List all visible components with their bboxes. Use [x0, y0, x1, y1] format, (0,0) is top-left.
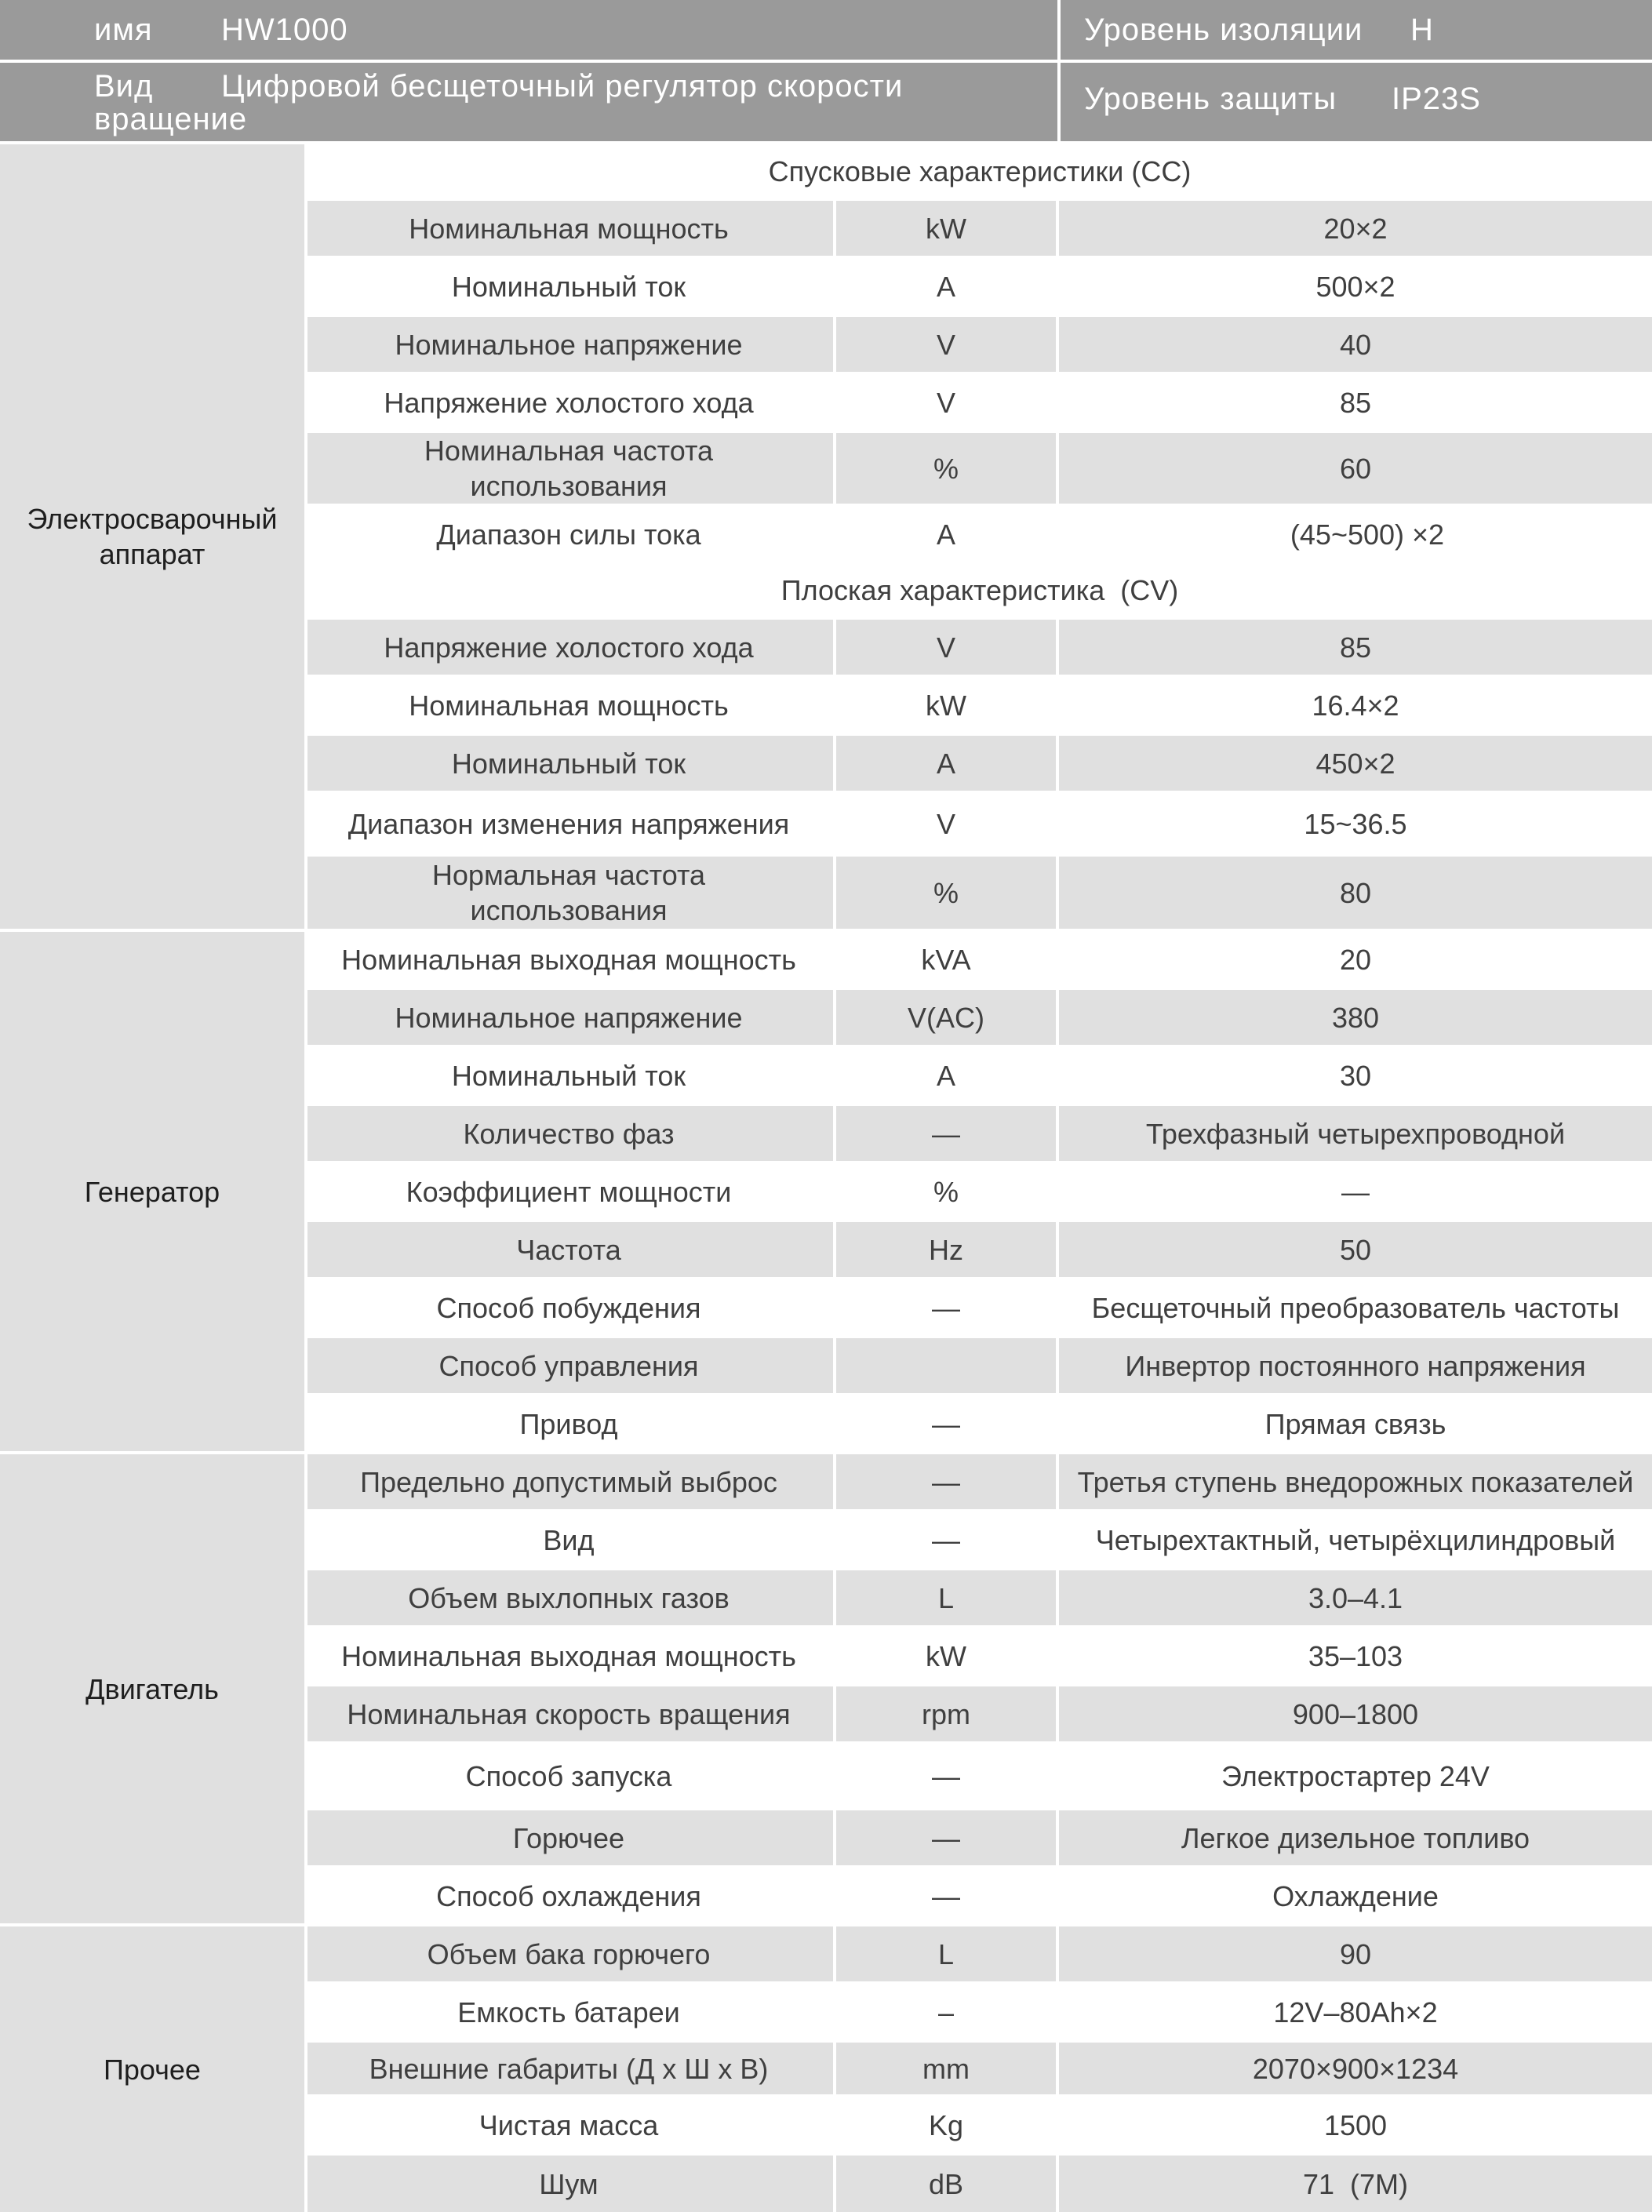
param-cell: Объем бака горючего [427, 1937, 711, 1970]
unit-cell: kW [833, 678, 1056, 733]
value-cell: 450×2 [1056, 736, 1652, 791]
value-cell: 15~36.5 [1056, 794, 1652, 853]
param-cell: Номинальный ток [451, 747, 686, 780]
unit-cell: V [833, 375, 1056, 430]
value-cell: 2070×900×1234 [1056, 2043, 1652, 2094]
param-cell: Способ побуждения [436, 1291, 701, 1324]
value-cell: 20 [1056, 932, 1652, 987]
value-cell: Трехфазный четырехпроводной [1056, 1106, 1652, 1161]
type-value-line2: вращение [94, 102, 248, 136]
value-cell: 500×2 [1056, 259, 1652, 314]
value-cell: 60 [1056, 433, 1652, 504]
section-generator [0, 932, 304, 1451]
table-row [307, 433, 1652, 504]
table-row [307, 794, 1652, 853]
table-row [307, 317, 1652, 372]
value-cell: 1500 [1056, 2097, 1652, 2152]
param-cell: Внешние габариты (Д х Ш х В) [369, 2052, 769, 2085]
param-cell: Номинальное напряжение [395, 1001, 743, 1034]
table-row [307, 1396, 1652, 1451]
table-row [307, 1512, 1652, 1567]
table-row [307, 1810, 1652, 1865]
unit-cell: — [833, 1810, 1056, 1865]
value-cell: Электростартер 24V [1056, 1744, 1652, 1807]
unit-cell: – [833, 1985, 1056, 2039]
value-cell: 85 [1056, 620, 1652, 675]
value-cell: 16.4×2 [1056, 678, 1652, 733]
value-cell: Легкое дизельное топливо [1056, 1810, 1652, 1865]
table-row [307, 990, 1652, 1045]
param-cell: Способ запуска [465, 1759, 672, 1792]
table-row [307, 1164, 1652, 1219]
table-row [307, 1628, 1652, 1683]
param-cell: Способ охлаждения [436, 1879, 701, 1912]
value-cell: (45~500) ×2 [1056, 507, 1652, 562]
table-row [307, 1926, 1652, 1981]
type-value: Цифровой бесщеточный регулятор скорости [221, 69, 904, 104]
value-cell: Прямая связь [1056, 1396, 1652, 1451]
param-cell: Диапазон изменения напряжения [348, 807, 790, 840]
header-row-name [0, 0, 1652, 60]
param-cell: Номинальная мощность [409, 212, 729, 245]
value-cell: 80 [1056, 857, 1652, 929]
header-protection-cell [1057, 63, 1652, 141]
table-row [307, 1868, 1652, 1923]
table-row [307, 1338, 1652, 1393]
table-row [307, 2043, 1652, 2094]
table-row [307, 1454, 1652, 1509]
header-row-type [0, 63, 1652, 141]
header-name-cell [0, 0, 1054, 60]
value-cell: 380 [1056, 990, 1652, 1045]
unit-cell: % [833, 1164, 1056, 1219]
param-cell: Вид [543, 1523, 595, 1556]
protection-value: IP23S [1392, 82, 1481, 116]
table-row [307, 1686, 1652, 1741]
table-row [307, 1222, 1652, 1277]
param-cell: Объем выхлопных газов [408, 1581, 730, 1614]
param-cell: Номинальная выходная мощность [341, 943, 796, 976]
value-cell: 12V–80Ah×2 [1056, 1985, 1652, 2039]
value-cell: 85 [1056, 375, 1652, 430]
param-cell: Привод [519, 1407, 618, 1440]
section-welder [0, 144, 304, 929]
unit-cell: V(AC) [833, 990, 1056, 1045]
unit-cell: L [833, 1570, 1056, 1625]
section-engine [0, 1454, 304, 1923]
value-cell: — [1056, 1164, 1652, 1219]
value-cell: Инвертор постоянного напряжения [1056, 1338, 1652, 1393]
table-row [307, 857, 1652, 929]
value-cell: 71 (7M) [1056, 2156, 1652, 2212]
value-cell: Охлаждение [1056, 1868, 1652, 1923]
table-row [307, 507, 1652, 562]
unit-cell: kVA [833, 932, 1056, 987]
table-row [307, 1570, 1652, 1625]
unit-cell: — [833, 1512, 1056, 1567]
param-cell: Номинальное напряжение [395, 328, 743, 361]
table-row [307, 1280, 1652, 1335]
unit-cell: V [833, 794, 1056, 853]
cv-title: Плоская характеристика (CV) [781, 574, 1179, 606]
param-cell: Номинальная скорость вращения [347, 1697, 791, 1730]
section-welder-label: Электросварочный аппарат [27, 503, 278, 570]
param-cell: Коэффициент мощности [406, 1175, 732, 1208]
table-row [307, 375, 1652, 430]
value-cell: 3.0–4.1 [1056, 1570, 1652, 1625]
table-row [307, 736, 1652, 791]
cv-title-row [307, 563, 1652, 618]
value-cell: 90 [1056, 1926, 1652, 1981]
unit-cell: kW [833, 1628, 1056, 1683]
type-label: Вид [94, 69, 154, 104]
unit-cell: — [833, 1106, 1056, 1161]
param-cell: Предельно допустимый выброс [360, 1465, 777, 1498]
value-cell: 50 [1056, 1222, 1652, 1277]
unit-cell: — [833, 1454, 1056, 1509]
table-row [307, 1048, 1652, 1103]
table-row [307, 2097, 1652, 2152]
param-cell: Диапазон силы тока [436, 518, 701, 551]
section-other [0, 1926, 304, 2212]
param-cell: Напряжение холостого хода [384, 631, 754, 664]
value-cell: 30 [1056, 1048, 1652, 1103]
unit-cell: V [833, 317, 1056, 372]
unit-cell: dB [833, 2156, 1056, 2212]
param-cell: Номинальный ток [451, 270, 686, 303]
value-cell: Четырехтактный, четырёхцилиндровый [1056, 1512, 1652, 1567]
unit-cell: % [833, 433, 1056, 504]
value-cell: Третья ступень внедорожных показателей [1056, 1454, 1652, 1509]
unit-cell: A [833, 736, 1056, 791]
table-row [307, 1985, 1652, 2039]
header-type-cell [0, 63, 1054, 141]
table-row [307, 201, 1652, 256]
unit-cell: A [833, 259, 1056, 314]
param-cell: Количество фаз [463, 1117, 675, 1150]
table-row [307, 259, 1652, 314]
param-cell: Номинальный ток [451, 1059, 686, 1092]
unit-cell: Kg [833, 2097, 1056, 2152]
param-cell: Номинальная выходная мощность [341, 1639, 796, 1672]
param-cell: Напряжение холостого хода [384, 386, 754, 419]
unit-cell: — [833, 1868, 1056, 1923]
section-engine-label: Двигатель [86, 1672, 219, 1705]
unit-cell: % [833, 857, 1056, 929]
unit-cell: Hz [833, 1222, 1056, 1277]
param-cell: Номинальная мощность [409, 689, 729, 722]
param-cell: Чистая масса [478, 2108, 659, 2141]
unit-cell: L [833, 1926, 1056, 1981]
table-row [307, 1744, 1652, 1807]
unit-cell: V [833, 620, 1056, 675]
name-label: имя [94, 12, 153, 47]
unit-cell [833, 1338, 1056, 1393]
param-cell: Емкость батареи [457, 1996, 680, 2028]
value-cell: 40 [1056, 317, 1652, 372]
unit-cell: — [833, 1744, 1056, 1807]
insulation-label: Уровень изоляции [1084, 12, 1363, 47]
param-cell: Горючее [512, 1821, 625, 1854]
cc-title-row [307, 144, 1652, 199]
param-cell: Шум [539, 2167, 599, 2200]
unit-cell: — [833, 1280, 1056, 1335]
name-value: HW1000 [221, 12, 348, 47]
unit-cell: rpm [833, 1686, 1056, 1741]
cc-title: Спусковые характеристики (CC) [768, 155, 1192, 187]
table-row [307, 678, 1652, 733]
value-cell: 35–103 [1056, 1628, 1652, 1683]
unit-cell: A [833, 507, 1056, 562]
param-cell: Номинальная частота использования [424, 435, 714, 502]
section-generator-label: Генератор [84, 1175, 220, 1208]
unit-cell: kW [833, 201, 1056, 256]
table-row [307, 2156, 1652, 2212]
param-cell: Способ управления [438, 1349, 699, 1382]
value-cell: Бесщеточный преобразователь частоты [1056, 1280, 1652, 1335]
table-row [307, 620, 1652, 675]
unit-cell: mm [833, 2043, 1056, 2094]
param-cell: Нормальная частота использования [431, 859, 706, 926]
header-insulation-cell [1057, 0, 1652, 60]
value-cell: 900–1800 [1056, 1686, 1652, 1741]
table-row [307, 1106, 1652, 1161]
table-row [307, 932, 1652, 987]
insulation-value: H [1410, 12, 1434, 47]
value-cell: 20×2 [1056, 201, 1652, 256]
param-cell: Частота [516, 1233, 621, 1266]
section-other-label: Прочее [104, 2053, 201, 2086]
protection-label: Уровень защиты [1084, 82, 1337, 116]
unit-cell: — [833, 1396, 1056, 1451]
unit-cell: A [833, 1048, 1056, 1103]
